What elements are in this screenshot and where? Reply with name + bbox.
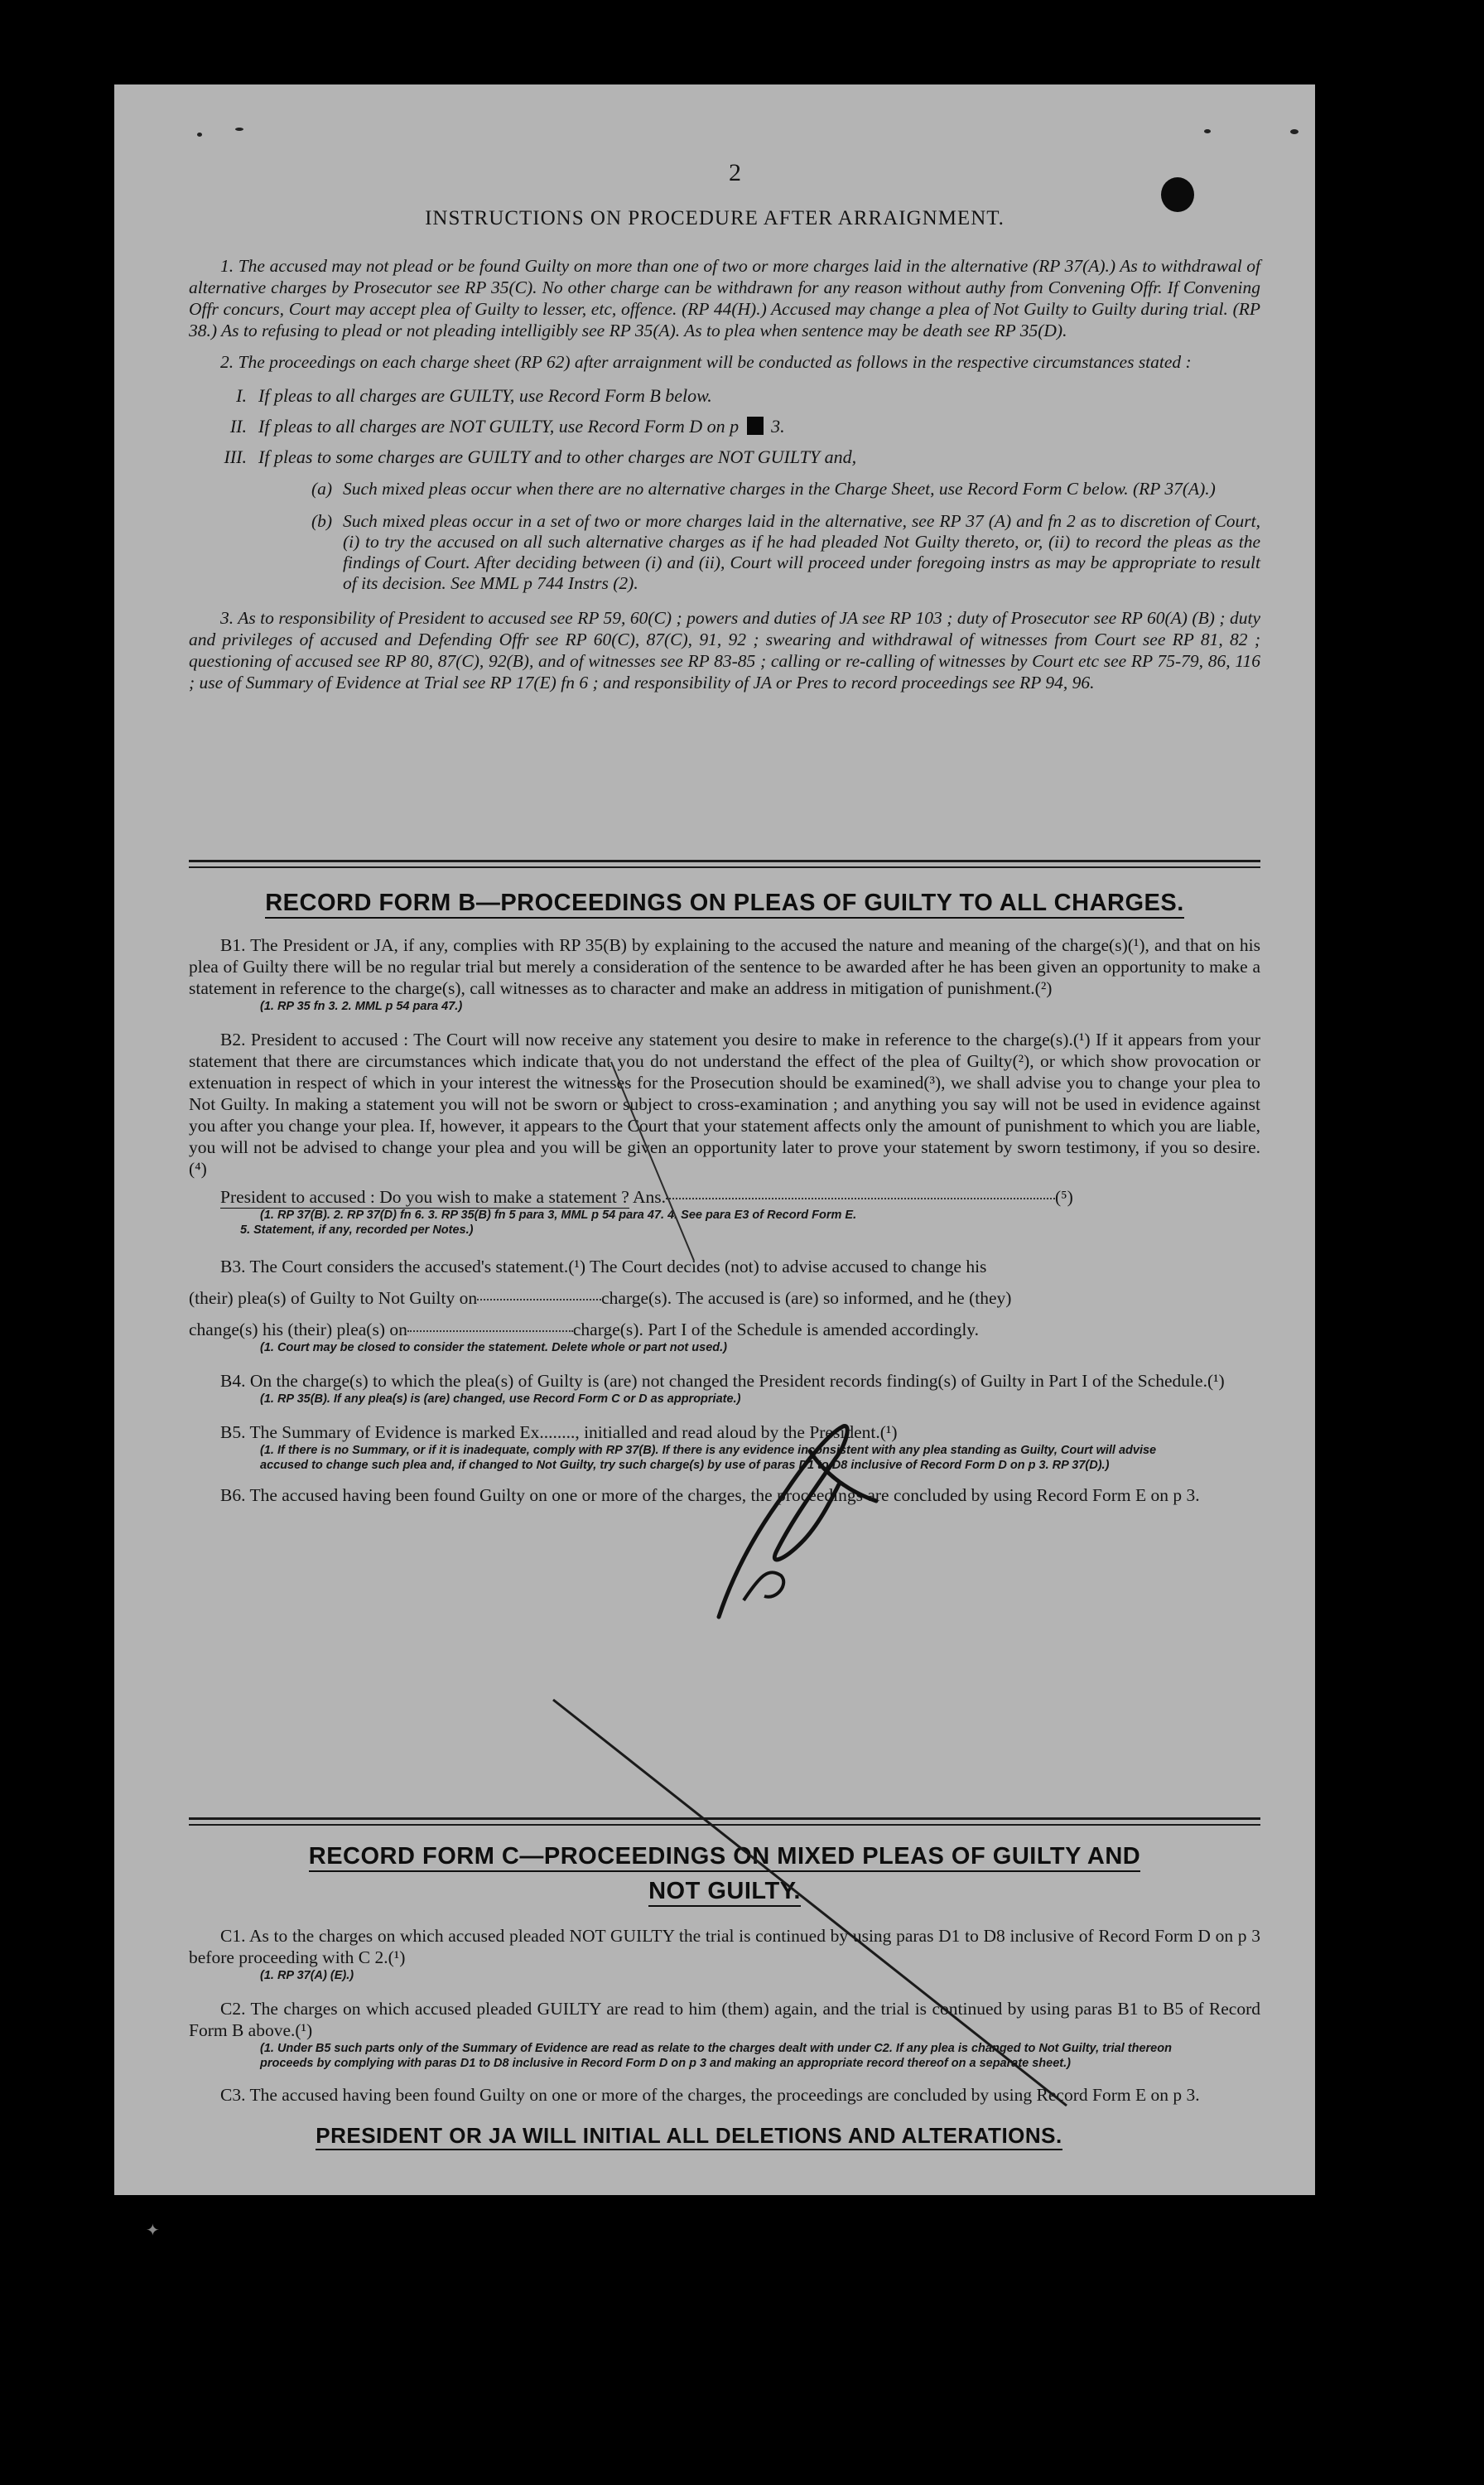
- instruction-paragraph-2: 2. The proceedings on each charge sheet (RP 62) after arraignment will be conducted as follows in the respective circumstances stated :: [220, 352, 1192, 372]
- para-b3-line3: change(s) his (their) plea(s) on charge(s). Part I of the Schedule is amended accordingly.: [189, 1320, 980, 1339]
- footnote-c2: (1. Under B5 such parts only of the Summary of Evidence are read as relate to the charges dealt with under C2. If any plea is changed to Not Guilty, trial thereon proceeds by complying with paras D1 to D8 inclusive in Record Form D on p 3 and making an appropriate record thereof on a separate sheet.): [260, 2042, 1172, 2070]
- case-sub-a: (a) Such mixed pleas occur when there are no alternative charges in the Charge Sheet, use Record Form C below. (RP 37(A).): [311, 479, 1216, 499]
- footer-instruction: PRESIDENT OR JA WILL INITIAL ALL DELETIONS AND ALTERATIONS.: [184, 2123, 1194, 2149]
- page-heading: INSTRUCTIONS ON PROCEDURE AFTER ARRAIGNMENT.: [425, 207, 1005, 229]
- ink-speck: [235, 128, 243, 131]
- footnote-b5: (1. If there is no Summary, or if it is inadequate, comply with RP 37(B). If there is any evidence inconsistent with any plea standing as Guilty, Court will advise accused to change such plea and, if changed to Not Guilty, try such charge(s) by use of paras D1 to D8 inclusive of Record Form D on p 3. RP 37(D).): [260, 1444, 1157, 1472]
- answer-line: [666, 1198, 1055, 1199]
- footnote-b2-cont: 5. Statement, if any, recorded per Notes.): [240, 1223, 474, 1237]
- footnote-c1: (1. RP 37(A) (E).): [260, 1969, 354, 1982]
- para-b4: B4. On the charge(s) to which the plea(s) of Guilty is (are) not changed the President records finding(s) of Guilty in Part I of the Schedule.(¹): [220, 1371, 1225, 1391]
- footnote-b1: (1. RP 35 fn 3. 2. MML p 54 para 47.): [260, 1000, 463, 1013]
- para-b3-line1: B3. The Court considers the accused's statement.(¹) The Court decides (not) to advise accused to change his: [220, 1257, 987, 1276]
- section-divider: [189, 1824, 1260, 1826]
- form-b-title: RECORD FORM B—PROCEEDINGS ON PLEAS OF GUILTY TO ALL CHARGES.: [189, 890, 1260, 917]
- para-b1: B1. The President or JA, if any, complies with RP 35(B) by explaining to the accused the nature and meaning of the charge(s)(¹), and that on his plea of Guilty there will be no regular trial but merely a consideration of the sentence to be awarded after he has been given an opportunity to make a statement in reference to the charge(s), call witnesses as to character and make an address in mitigation of punishment.(²): [189, 935, 1260, 998]
- statement-question: President to accused : Do you wish to make a statement ? Ans. (⁵): [220, 1187, 1073, 1207]
- handwritten-signature: [686, 1402, 901, 1650]
- instruction-paragraph-1: 1. The accused may not plead or be found Guilty on more than one of two or more charges laid in the alternative (RP 37(A).) As to withdrawal of alternative charges by Prosecutor see RP 35(C). No other charge can be withdrawn for any reason without authy from Convening Offr. If Convening Offr concurs, Court may accept plea of Guilty to lesser, etc, offence. (RP 44(H).) Accused may change a plea of Not Guilty to Guilty during trial. (RP 38.) As to refusing to plead or not pleading intelligibly see RP 35(A). As to plea when sentence may be death see RP 35(D).: [189, 256, 1260, 340]
- para-b5: B5. The Summary of Evidence is marked Ex........, initialled and read aloud by the President.(¹): [220, 1422, 898, 1442]
- ink-speck: [197, 133, 202, 137]
- case-item: I. If pleas to all charges are GUILTY, use Record Form B below.: [236, 385, 712, 406]
- footnote-b2: (1. RP 37(B). 2. RP 37(D) fn 6. 3. RP 35(B) fn 5 para 3, MML p 54 para 47. 4. See para E3 of Record Form E.: [260, 1209, 857, 1222]
- ink-speck: [1290, 129, 1298, 134]
- para-c2: C2. The charges on which accused pleaded GUILTY are read to him (them) again, and the trial is continued by using paras B1 to B5 of Record Form B above.(¹): [189, 1999, 1260, 2040]
- footnote-b4: (1. RP 35(B). If any plea(s) is (are) changed, use Record Form C or D as appropriate.): [260, 1392, 741, 1406]
- case-item: III. If pleas to some charges are GUILTY and to other charges are NOT GUILTY and,: [224, 446, 857, 467]
- page-number: 2: [729, 159, 741, 186]
- footnote-b3: (1. Court may be closed to consider the statement. Delete whole or part not used.): [260, 1341, 727, 1354]
- scan-artifact: ✦: [146, 2222, 160, 2240]
- document-page: [114, 84, 1315, 2195]
- para-b6: B6. The accused having been found Guilty on one or more of the charges, the proceedings are concluded by using Record Form E on p 3.: [220, 1485, 1200, 1505]
- para-c3: C3. The accused having been found Guilty on one or more of the charges, the proceedings are concluded by using Record Form E on p 3.: [220, 2085, 1200, 2105]
- form-c-title: RECORD FORM C—PROCEEDINGS ON MIXED PLEAS OF GUILTY AND NOT GUILTY.: [189, 1839, 1260, 1908]
- section-divider: [189, 866, 1260, 868]
- case-sub-b: (b) Such mixed pleas occur in a set of two or more charges laid in the alternative, see RP 37 (A) and fn 2 as to discretion of Court, (i) to try the accused on all such alternative charges as if he had pleaded Not Guilty thereto, or, (ii) to record the pleas as the findings of Court. After deciding between (i) and (ii), Court will proceed under foregoing instrs as may be appropriate to result of its decision. See MML p 744 Instrs (2).: [311, 511, 1260, 593]
- section-divider: [189, 1817, 1260, 1820]
- instructions-section: [189, 255, 1260, 693]
- redaction-mark: [747, 417, 764, 435]
- section-divider: [189, 860, 1260, 862]
- para-b3-line2: (their) plea(s) of Guilty to Not Guilty on charge(s). The accused is (are) so informed, and he (they): [189, 1288, 1012, 1308]
- case-item: II. If pleas to all charges are NOT GUILTY, use Record Form D on p 3.: [229, 416, 785, 437]
- para-b2: B2. President to accused : The Court will now receive any statement you desire to make in reference to the charge(s).(¹) If it appears from your statement that there are circumstances which indicate that you do not understand the effect of the plea of Guilty(²), or which show provocation or extenuation in respect of which in your interest the witnesses for the Prosecution should be examined(³), we shall advise you to change your plea to Not Guilty. In making a statement you will not be sworn or subject to cross-examination ; and anything you say will not be used in evidence against you after you change your plea. If, however, it appears to the Court that your statement affects only the amount of punishment to which you are liable, you will not be advised to change your plea and you will be given an opportunity later to prove your statement by sworn testimony, if you so desire.(⁴): [189, 1030, 1260, 1179]
- case-list: [189, 384, 1260, 469]
- form-c-section: [189, 1925, 1260, 2106]
- ink-speck: [1204, 129, 1211, 133]
- para-c1: C1. As to the charges on which accused pleaded NOT GUILTY the trial is continued by using paras D1 to D8 inclusive of Record Form D on p 3 before proceeding with C 2.(¹): [189, 1926, 1260, 1967]
- instruction-paragraph-3: 3. As to responsibility of President to accused see RP 59, 60(C) ; powers and duties of JA see RP 103 ; duty of Prosecutor see RP 60(A) (B) ; duty and privileges of accused and Defending Offr see RP 60(C), 87(C), 91, 92 ; swearing and withdrawal of witnesses from Court see RP 81, 82 ; questioning of accused see RP 80, 87(C), 92(B), and of witnesses see RP 83-85 ; calling or re-calling of witnesses by Court etc see RP 75-79, 86, 116 ; use of Summary of Evidence at Trial see RP 17(E) fn 6 ; and responsibility of JA or Pres to record proceedings see RP 94, 96.: [189, 608, 1260, 692]
